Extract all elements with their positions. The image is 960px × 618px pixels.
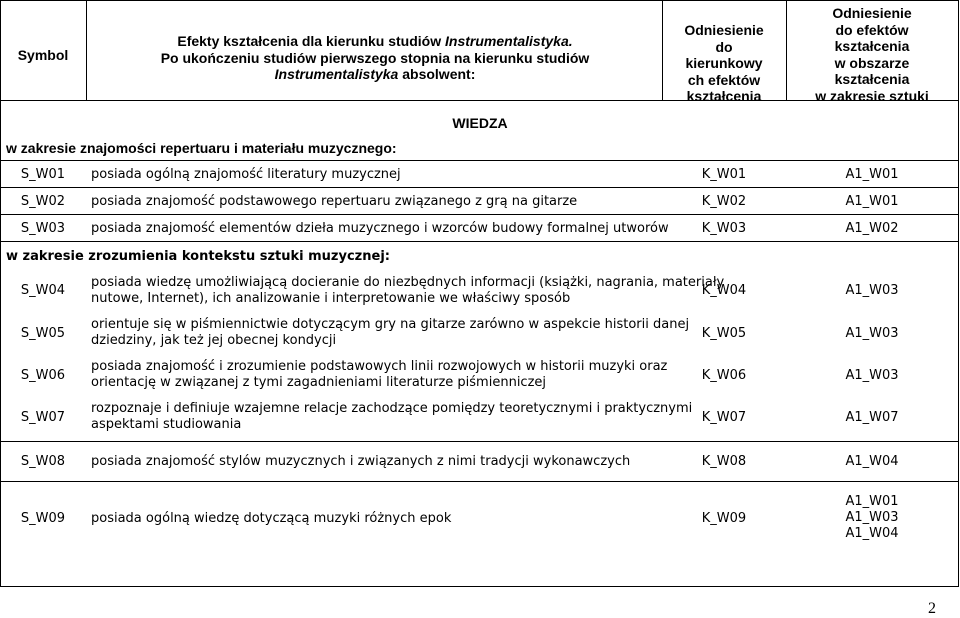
header-field-line: ch efektów xyxy=(687,71,761,88)
table-border-top xyxy=(0,0,959,1)
section-wiedza-subtitle: w zakresie znajomości repertuaru i materiału muzycznego: xyxy=(6,140,397,156)
row-line-6 xyxy=(0,481,959,482)
header-effects-title xyxy=(130,33,620,83)
row-area-ref: A1_W03 xyxy=(845,368,899,383)
row-field-ref: K_W03 xyxy=(701,221,747,236)
row-field-ref: K_W05 xyxy=(701,326,747,341)
row-area-ref: A1_W07 xyxy=(845,410,899,425)
column-divider-symbol xyxy=(86,0,87,100)
header-effects-line-3: Instrumentalistyka absolwent: xyxy=(274,66,476,82)
header-area-line: do efektów xyxy=(835,21,909,38)
row-field-ref: K_W04 xyxy=(701,283,747,298)
row-area-ref: A1_W04 xyxy=(845,454,899,469)
row-field-ref: K_W02 xyxy=(701,194,747,209)
row-symbol: S_W05 xyxy=(20,326,66,341)
row-description: posiada znajomość elementów dzieła muzycznego i wzorców budowy formalnej utworów xyxy=(91,221,669,236)
row-description-line: rozpoznaje i definiuje wzajemne relacje zachodzące pomiędzy teoretycznymi i praktycznymi xyxy=(91,401,693,416)
row-area-ref: A1_W03 xyxy=(845,283,899,298)
row-line-4 xyxy=(0,241,959,242)
row-symbol: S_W04 xyxy=(20,283,66,298)
row-field-ref: K_W06 xyxy=(701,368,747,383)
table-border-bottom xyxy=(0,586,959,587)
row-line-1 xyxy=(0,160,959,161)
row-description-line: posiada znajomość i zrozumienie podstawowych linii rozwojowych w historii muzyki oraz xyxy=(91,359,668,374)
row-area-ref: A1_W04 xyxy=(845,526,899,541)
row-description: posiada znajomość podstawowego repertuaru związanego z grą na gitarze xyxy=(91,194,578,209)
row-symbol: S_W09 xyxy=(20,511,66,526)
row-area-ref: A1_W01 xyxy=(845,167,899,182)
header-effects-line-2: Po ukończeniu studiów pierwszego stopnia na kierunku studiów xyxy=(160,49,590,66)
row-area-ref: A1_W01 xyxy=(845,194,899,209)
row-area-ref: A1_W03 xyxy=(845,326,899,341)
row-description xyxy=(91,275,724,307)
row-symbol: S_W07 xyxy=(20,410,66,425)
row-area-ref: A1_W02 xyxy=(845,221,899,236)
row-description-line: orientację w związanej z tymi zagadnieniami literaturze piśmienniczej xyxy=(91,375,547,390)
row-area-refs xyxy=(786,494,958,542)
section-wiedza-title: WIEDZA xyxy=(452,115,508,131)
header-effects-line-1: Efekty kształcenia dla kierunku studiów Instrumentalistyka. xyxy=(177,33,573,49)
row-description: posiada ogólną wiedzę dotyczącą muzyki różnych epok xyxy=(91,511,452,526)
section-context-title: w zakresie zrozumienia kontekstu sztuki muzycznej: xyxy=(6,249,390,264)
table-border-right xyxy=(958,0,959,587)
row-symbol: S_W02 xyxy=(20,194,66,209)
row-symbol: S_W03 xyxy=(20,221,66,236)
row-line-5 xyxy=(0,441,959,442)
row-description-line: aspektami studiowania xyxy=(91,417,242,432)
row-description: posiada ogólną znajomość literatury muzycznej xyxy=(91,167,401,182)
header-symbol: Symbol xyxy=(17,47,69,63)
header-area-line: kształcenia xyxy=(834,38,910,54)
header-area-line: w obszarze xyxy=(834,54,910,71)
row-field-ref: K_W07 xyxy=(701,410,747,425)
header-field-line: do xyxy=(715,38,733,55)
page-number: 2 xyxy=(928,600,936,617)
header-area-reference xyxy=(786,5,958,104)
row-symbol: S_W08 xyxy=(20,454,66,469)
header-field-line: Odniesienie xyxy=(684,22,764,38)
header-field-line: kształcenia xyxy=(686,88,762,104)
row-description: posiada znajomość stylów muzycznych i związanych z nimi tradycji wykonawczych xyxy=(91,454,631,469)
row-description xyxy=(91,317,689,349)
row-description xyxy=(91,359,667,391)
row-description-line: nutowe, Internet), ich analizowanie i interpretowanie we właściwy sposób xyxy=(91,291,571,306)
row-symbol: S_W01 xyxy=(20,167,66,182)
row-line-3 xyxy=(0,214,959,215)
row-symbol: S_W06 xyxy=(20,368,66,383)
header-area-line: kształcenia xyxy=(834,71,910,87)
row-description-line: orientuje się w piśmiennictwie dotyczącym gry na gitarze zarówno w aspekcie historii danej xyxy=(91,317,690,332)
header-field-reference xyxy=(662,22,786,105)
header-field-line: kierunkowy xyxy=(685,55,763,71)
header-area-line: w zakresie sztuki xyxy=(815,87,929,104)
row-description-line: posiada wiedzę umożliwiającą docieranie do niezbędnych informacji (książki, nagrania, materiały xyxy=(91,275,725,290)
row-line-2 xyxy=(0,187,959,188)
header-area-line: Odniesienie xyxy=(832,5,912,21)
row-description-line: dziedziny, jak też jej obecnej kondycji xyxy=(91,333,337,348)
row-field-ref: K_W08 xyxy=(701,454,747,469)
row-field-ref: K_W09 xyxy=(701,511,747,526)
row-description xyxy=(91,401,692,433)
row-area-ref: A1_W03 xyxy=(845,510,899,525)
row-field-ref: K_W01 xyxy=(701,167,747,182)
row-area-ref: A1_W01 xyxy=(845,494,899,509)
